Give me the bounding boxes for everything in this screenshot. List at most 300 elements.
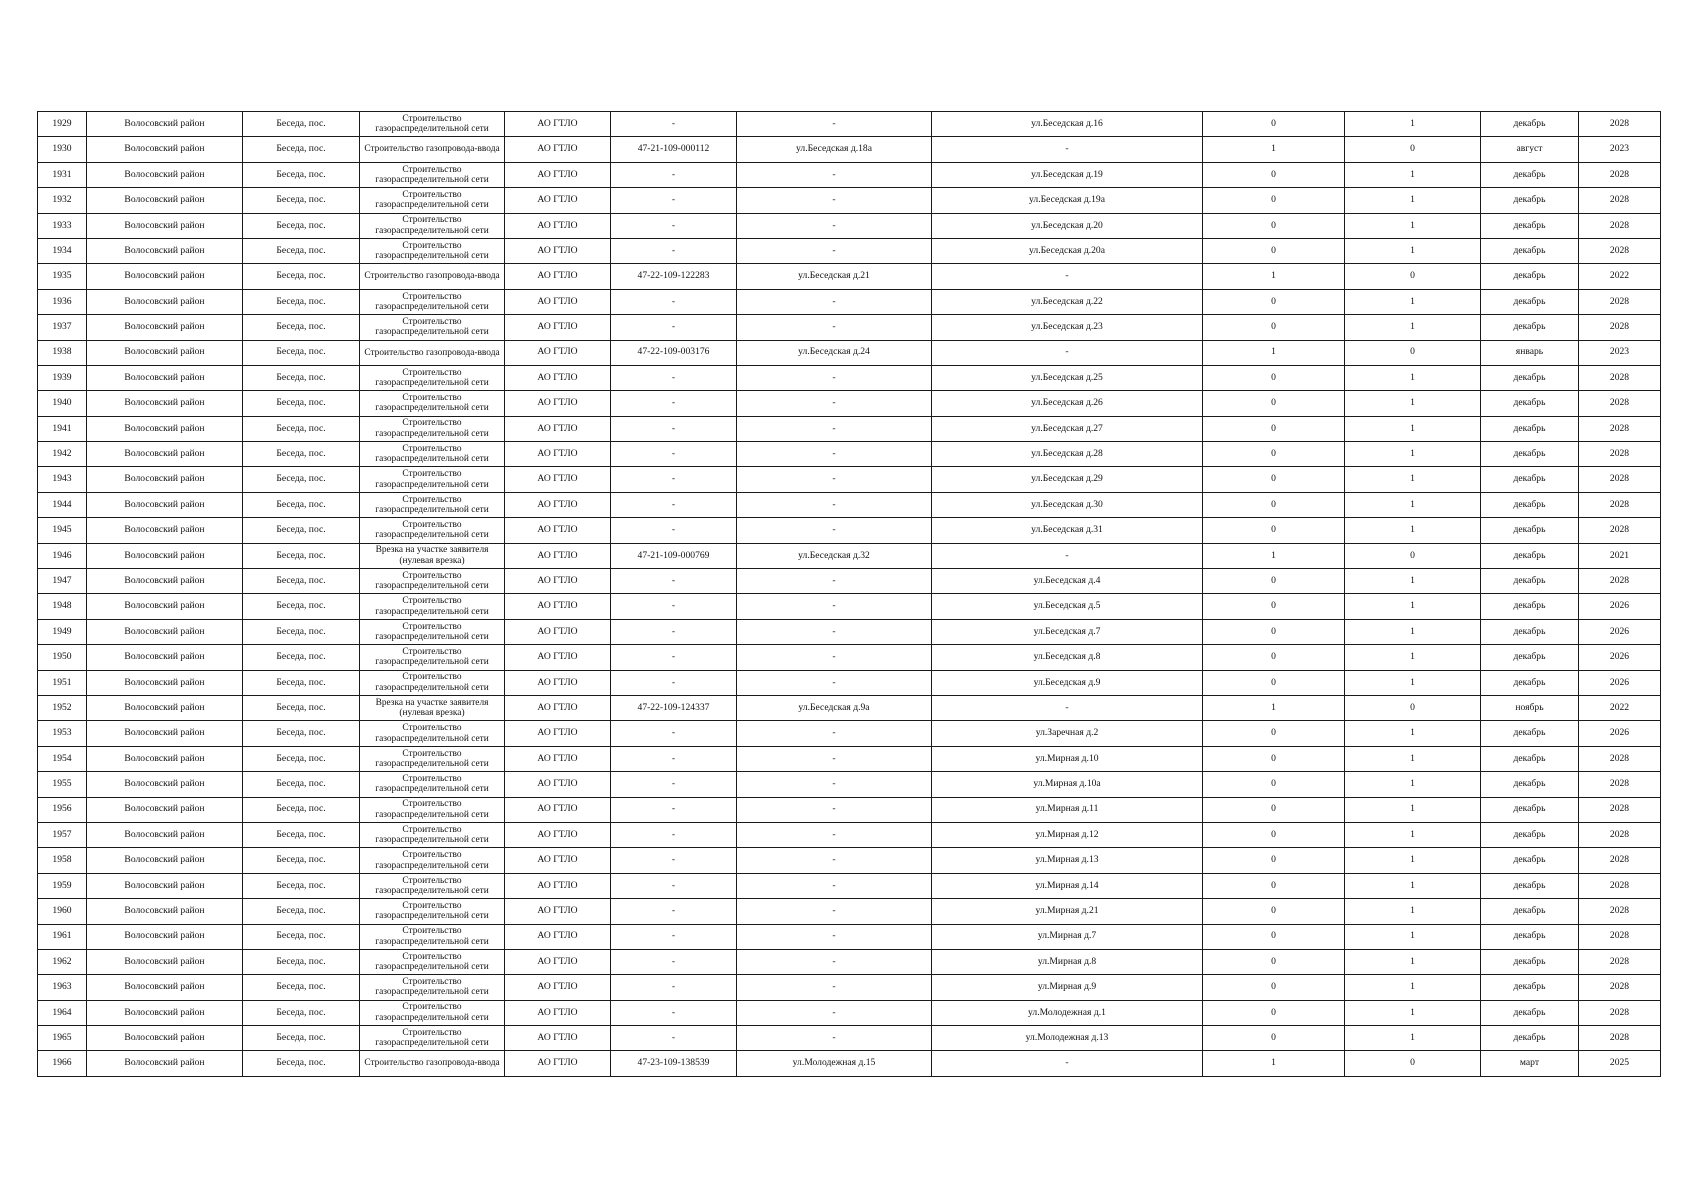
settlement-cell: Беседа, пос. [243, 822, 360, 847]
year-cell: 2028 [1579, 569, 1661, 594]
organization-cell: АО ГТЛО [505, 569, 611, 594]
network-count-cell: 1 [1345, 188, 1481, 213]
table-row [38, 1051, 1661, 1076]
network-address-cell: ул.Мирная д.10а [932, 772, 1203, 797]
organization-cell: АО ГТЛО [505, 112, 611, 137]
network-count-cell: 1 [1345, 772, 1481, 797]
settlement-cell: Беседа, пос. [243, 721, 360, 746]
permit-number-cell: - [611, 645, 737, 670]
year-cell: 2026 [1579, 619, 1661, 644]
network-address-cell: ул.Мирная д.14 [932, 873, 1203, 898]
connection-address-cell: - [737, 848, 932, 873]
table-row [38, 619, 1661, 644]
permit-number-cell: - [611, 492, 737, 517]
settlement-cell: Беседа, пос. [243, 695, 360, 720]
row-number-cell: 1957 [38, 822, 87, 847]
organization-cell: АО ГТЛО [505, 975, 611, 1000]
network-address-cell: - [932, 137, 1203, 162]
connection-address-cell: ул.Молодежная д.15 [737, 1051, 932, 1076]
settlement-cell: Беседа, пос. [243, 315, 360, 340]
network-count-cell: 1 [1345, 112, 1481, 137]
network-address-cell: ул.Молодежная д.1 [932, 1000, 1203, 1025]
input-count-cell: 0 [1203, 492, 1345, 517]
table-row [38, 467, 1661, 492]
row-number-cell: 1951 [38, 670, 87, 695]
permit-number-cell: - [611, 619, 737, 644]
year-cell: 2028 [1579, 797, 1661, 822]
permit-number-cell: - [611, 365, 737, 390]
input-count-cell: 1 [1203, 340, 1345, 365]
settlement-cell: Беседа, пос. [243, 238, 360, 263]
table-row [38, 518, 1661, 543]
year-cell: 2028 [1579, 467, 1661, 492]
work-type-cell: Строительство газораспределительной сети [360, 492, 505, 517]
input-count-cell: 0 [1203, 772, 1345, 797]
district-cell: Волосовский район [87, 822, 243, 847]
input-count-cell: 0 [1203, 873, 1345, 898]
network-count-cell: 1 [1345, 721, 1481, 746]
year-cell: 2028 [1579, 391, 1661, 416]
organization-cell: АО ГТЛО [505, 492, 611, 517]
work-type-cell: Строительство газораспределительной сети [360, 467, 505, 492]
month-cell: декабрь [1481, 518, 1579, 543]
network-address-cell: - [932, 1051, 1203, 1076]
row-number-cell: 1931 [38, 162, 87, 187]
work-type-cell: Строительство газораспределительной сети [360, 315, 505, 340]
network-count-cell: 1 [1345, 289, 1481, 314]
district-cell: Волосовский район [87, 848, 243, 873]
connection-address-cell: ул.Беседская д.24 [737, 340, 932, 365]
row-number-cell: 1953 [38, 721, 87, 746]
table-row [38, 543, 1661, 568]
organization-cell: АО ГТЛО [505, 188, 611, 213]
work-type-cell: Строительство газопровода-ввода [360, 264, 505, 289]
table-row [38, 391, 1661, 416]
permit-number-cell: 47-22-109-124337 [611, 695, 737, 720]
network-count-cell: 1 [1345, 797, 1481, 822]
input-count-cell: 1 [1203, 695, 1345, 720]
connection-address-cell: - [737, 899, 932, 924]
month-cell: декабрь [1481, 899, 1579, 924]
input-count-cell: 0 [1203, 949, 1345, 974]
network-count-cell: 0 [1345, 695, 1481, 720]
table-row [38, 695, 1661, 720]
row-number-cell: 1949 [38, 619, 87, 644]
organization-cell: АО ГТЛО [505, 162, 611, 187]
network-address-cell: ул.Беседская д.22 [932, 289, 1203, 314]
organization-cell: АО ГТЛО [505, 340, 611, 365]
month-cell: декабрь [1481, 1000, 1579, 1025]
settlement-cell: Беседа, пос. [243, 467, 360, 492]
input-count-cell: 0 [1203, 315, 1345, 340]
work-type-cell: Строительство газораспределительной сети [360, 645, 505, 670]
row-number-cell: 1945 [38, 518, 87, 543]
table-row [38, 899, 1661, 924]
organization-cell: АО ГТЛО [505, 238, 611, 263]
row-number-cell: 1940 [38, 391, 87, 416]
permit-number-cell: - [611, 899, 737, 924]
work-type-cell: Строительство газораспределительной сети [360, 848, 505, 873]
year-cell: 2028 [1579, 822, 1661, 847]
year-cell: 2028 [1579, 949, 1661, 974]
network-address-cell: ул.Беседская д.27 [932, 416, 1203, 441]
connection-address-cell: - [737, 924, 932, 949]
month-cell: декабрь [1481, 467, 1579, 492]
network-count-cell: 1 [1345, 315, 1481, 340]
month-cell: декабрь [1481, 365, 1579, 390]
connection-address-cell: - [737, 315, 932, 340]
table-row [38, 289, 1661, 314]
year-cell: 2023 [1579, 340, 1661, 365]
district-cell: Волосовский район [87, 467, 243, 492]
settlement-cell: Беседа, пос. [243, 112, 360, 137]
month-cell: август [1481, 137, 1579, 162]
month-cell: декабрь [1481, 391, 1579, 416]
month-cell: декабрь [1481, 619, 1579, 644]
month-cell: декабрь [1481, 416, 1579, 441]
row-number-cell: 1946 [38, 543, 87, 568]
network-address-cell: ул.Мирная д.8 [932, 949, 1203, 974]
row-number-cell: 1939 [38, 365, 87, 390]
organization-cell: АО ГТЛО [505, 797, 611, 822]
table-row [38, 645, 1661, 670]
permit-number-cell: - [611, 746, 737, 771]
connection-address-cell: - [737, 746, 932, 771]
row-number-cell: 1948 [38, 594, 87, 619]
year-cell: 2028 [1579, 238, 1661, 263]
year-cell: 2028 [1579, 162, 1661, 187]
connection-address-cell: ул.Беседская д.18а [737, 137, 932, 162]
connection-address-cell: - [737, 467, 932, 492]
connection-address-cell: - [737, 518, 932, 543]
connection-address-cell: - [737, 416, 932, 441]
work-type-cell: Строительство газораспределительной сети [360, 112, 505, 137]
network-count-cell: 1 [1345, 365, 1481, 390]
input-count-cell: 0 [1203, 924, 1345, 949]
district-cell: Волосовский район [87, 746, 243, 771]
district-cell: Волосовский район [87, 112, 243, 137]
row-number-cell: 1944 [38, 492, 87, 517]
table-row [38, 264, 1661, 289]
organization-cell: АО ГТЛО [505, 442, 611, 467]
work-type-cell: Строительство газораспределительной сети [360, 416, 505, 441]
permit-number-cell: - [611, 213, 737, 238]
table-row [38, 670, 1661, 695]
table-row [38, 213, 1661, 238]
connection-address-cell: - [737, 365, 932, 390]
network-count-cell: 1 [1345, 594, 1481, 619]
year-cell: 2028 [1579, 213, 1661, 238]
year-cell: 2028 [1579, 848, 1661, 873]
year-cell: 2028 [1579, 315, 1661, 340]
connection-address-cell: - [737, 442, 932, 467]
network-address-cell: ул.Беседская д.30 [932, 492, 1203, 517]
settlement-cell: Беседа, пос. [243, 162, 360, 187]
network-address-cell: - [932, 695, 1203, 720]
network-address-cell: ул.Мирная д.21 [932, 899, 1203, 924]
district-cell: Волосовский район [87, 924, 243, 949]
row-number-cell: 1954 [38, 746, 87, 771]
district-cell: Волосовский район [87, 365, 243, 390]
settlement-cell: Беседа, пос. [243, 975, 360, 1000]
settlement-cell: Беседа, пос. [243, 289, 360, 314]
permit-number-cell: - [611, 289, 737, 314]
permit-number-cell: - [611, 949, 737, 974]
input-count-cell: 1 [1203, 543, 1345, 568]
year-cell: 2026 [1579, 645, 1661, 670]
work-type-cell: Строительство газораспределительной сети [360, 1026, 505, 1051]
permit-number-cell: - [611, 1026, 737, 1051]
network-count-cell: 1 [1345, 1026, 1481, 1051]
permit-number-cell: - [611, 315, 737, 340]
row-number-cell: 1963 [38, 975, 87, 1000]
network-address-cell: ул.Беседская д.31 [932, 518, 1203, 543]
month-cell: декабрь [1481, 112, 1579, 137]
organization-cell: АО ГТЛО [505, 416, 611, 441]
month-cell: декабрь [1481, 975, 1579, 1000]
month-cell: декабрь [1481, 670, 1579, 695]
permit-number-cell: - [611, 848, 737, 873]
input-count-cell: 0 [1203, 1026, 1345, 1051]
network-address-cell: ул.Беседская д.19а [932, 188, 1203, 213]
network-address-cell: ул.Беседская д.20а [932, 238, 1203, 263]
month-cell: декабрь [1481, 594, 1579, 619]
settlement-cell: Беседа, пос. [243, 645, 360, 670]
network-count-cell: 1 [1345, 619, 1481, 644]
network-count-cell: 1 [1345, 442, 1481, 467]
row-number-cell: 1955 [38, 772, 87, 797]
month-cell: декабрь [1481, 289, 1579, 314]
connection-address-cell: - [737, 670, 932, 695]
table-row [38, 238, 1661, 263]
work-type-cell: Строительство газопровода-ввода [360, 1051, 505, 1076]
organization-cell: АО ГТЛО [505, 873, 611, 898]
connection-address-cell: - [737, 619, 932, 644]
permit-number-cell: - [611, 112, 737, 137]
network-address-cell: ул.Беседская д.7 [932, 619, 1203, 644]
settlement-cell: Беседа, пос. [243, 543, 360, 568]
table-row [38, 569, 1661, 594]
connection-address-cell: ул.Беседская д.9а [737, 695, 932, 720]
table-row [38, 340, 1661, 365]
permit-number-cell: 47-23-109-138539 [611, 1051, 737, 1076]
work-type-cell: Строительство газораспределительной сети [360, 188, 505, 213]
network-address-cell: ул.Мирная д.12 [932, 822, 1203, 847]
month-cell: декабрь [1481, 188, 1579, 213]
input-count-cell: 1 [1203, 264, 1345, 289]
organization-cell: АО ГТЛО [505, 695, 611, 720]
input-count-cell: 1 [1203, 137, 1345, 162]
connection-address-cell: - [737, 1000, 932, 1025]
network-address-cell: ул.Мирная д.7 [932, 924, 1203, 949]
month-cell: ноябрь [1481, 695, 1579, 720]
district-cell: Волосовский район [87, 645, 243, 670]
district-cell: Волосовский район [87, 949, 243, 974]
settlement-cell: Беседа, пос. [243, 264, 360, 289]
settlement-cell: Беседа, пос. [243, 772, 360, 797]
row-number-cell: 1934 [38, 238, 87, 263]
table-row [38, 721, 1661, 746]
district-cell: Волосовский район [87, 416, 243, 441]
input-count-cell: 0 [1203, 112, 1345, 137]
year-cell: 2025 [1579, 1051, 1661, 1076]
work-type-cell: Строительство газораспределительной сети [360, 975, 505, 1000]
permit-number-cell: 47-21-109-000769 [611, 543, 737, 568]
organization-cell: АО ГТЛО [505, 137, 611, 162]
network-address-cell: ул.Мирная д.13 [932, 848, 1203, 873]
district-cell: Волосовский район [87, 975, 243, 1000]
settlement-cell: Беседа, пос. [243, 365, 360, 390]
row-number-cell: 1966 [38, 1051, 87, 1076]
work-type-cell: Строительство газораспределительной сети [360, 442, 505, 467]
work-type-cell: Строительство газораспределительной сети [360, 213, 505, 238]
year-cell: 2028 [1579, 365, 1661, 390]
district-cell: Волосовский район [87, 1051, 243, 1076]
month-cell: декабрь [1481, 721, 1579, 746]
input-count-cell: 0 [1203, 1000, 1345, 1025]
input-count-cell: 0 [1203, 391, 1345, 416]
year-cell: 2028 [1579, 442, 1661, 467]
district-cell: Волосовский район [87, 695, 243, 720]
row-number-cell: 1952 [38, 695, 87, 720]
month-cell: декабрь [1481, 543, 1579, 568]
connection-address-cell: - [737, 772, 932, 797]
network-address-cell: ул.Мирная д.10 [932, 746, 1203, 771]
work-type-cell: Строительство газораспределительной сети [360, 569, 505, 594]
work-type-cell: Строительство газораспределительной сети [360, 797, 505, 822]
permit-number-cell: - [611, 670, 737, 695]
permit-number-cell: - [611, 238, 737, 263]
month-cell: декабрь [1481, 949, 1579, 974]
work-type-cell: Строительство газораспределительной сети [360, 162, 505, 187]
settlement-cell: Беседа, пос. [243, 391, 360, 416]
organization-cell: АО ГТЛО [505, 645, 611, 670]
month-cell: март [1481, 1051, 1579, 1076]
connection-address-cell: - [737, 822, 932, 847]
year-cell: 2028 [1579, 1000, 1661, 1025]
connection-address-cell: - [737, 213, 932, 238]
connection-address-cell: - [737, 975, 932, 1000]
input-count-cell: 0 [1203, 746, 1345, 771]
organization-cell: АО ГТЛО [505, 365, 611, 390]
organization-cell: АО ГТЛО [505, 746, 611, 771]
network-address-cell: - [932, 543, 1203, 568]
district-cell: Волосовский район [87, 289, 243, 314]
district-cell: Волосовский район [87, 1026, 243, 1051]
district-cell: Волосовский район [87, 721, 243, 746]
input-count-cell: 0 [1203, 721, 1345, 746]
settlement-cell: Беседа, пос. [243, 594, 360, 619]
network-address-cell: ул.Беседская д.5 [932, 594, 1203, 619]
work-type-cell: Строительство газораспределительной сети [360, 670, 505, 695]
network-count-cell: 0 [1345, 543, 1481, 568]
network-count-cell: 1 [1345, 949, 1481, 974]
work-type-cell: Строительство газораспределительной сети [360, 721, 505, 746]
settlement-cell: Беседа, пос. [243, 949, 360, 974]
district-cell: Волосовский район [87, 797, 243, 822]
input-count-cell: 0 [1203, 848, 1345, 873]
table-row [38, 112, 1661, 137]
permit-number-cell: 47-21-109-000112 [611, 137, 737, 162]
network-address-cell: ул.Мирная д.9 [932, 975, 1203, 1000]
district-cell: Волосовский район [87, 772, 243, 797]
network-count-cell: 1 [1345, 924, 1481, 949]
connection-address-cell: - [737, 112, 932, 137]
table-row [38, 822, 1661, 847]
organization-cell: АО ГТЛО [505, 467, 611, 492]
year-cell: 2028 [1579, 112, 1661, 137]
network-count-cell: 1 [1345, 162, 1481, 187]
settlement-cell: Беседа, пос. [243, 873, 360, 898]
input-count-cell: 0 [1203, 188, 1345, 213]
work-type-cell: Строительство газораспределительной сети [360, 899, 505, 924]
network-address-cell: ул.Беседская д.16 [932, 112, 1203, 137]
district-cell: Волосовский район [87, 492, 243, 517]
permit-number-cell: - [611, 188, 737, 213]
table-row [38, 924, 1661, 949]
table-row [38, 975, 1661, 1000]
network-address-cell: ул.Беседская д.23 [932, 315, 1203, 340]
permit-number-cell: 47-22-109-003176 [611, 340, 737, 365]
network-address-cell: - [932, 264, 1203, 289]
table-row [38, 1000, 1661, 1025]
organization-cell: АО ГТЛО [505, 772, 611, 797]
settlement-cell: Беседа, пос. [243, 924, 360, 949]
permit-number-cell: - [611, 772, 737, 797]
district-cell: Волосовский район [87, 264, 243, 289]
district-cell: Волосовский район [87, 391, 243, 416]
network-count-cell: 1 [1345, 746, 1481, 771]
table-row [38, 949, 1661, 974]
connection-address-cell: - [737, 797, 932, 822]
network-count-cell: 1 [1345, 492, 1481, 517]
row-number-cell: 1936 [38, 289, 87, 314]
network-count-cell: 1 [1345, 670, 1481, 695]
work-type-cell: Строительство газораспределительной сети [360, 365, 505, 390]
settlement-cell: Беседа, пос. [243, 137, 360, 162]
work-type-cell: Строительство газораспределительной сети [360, 1000, 505, 1025]
year-cell: 2028 [1579, 1026, 1661, 1051]
permit-number-cell: - [611, 594, 737, 619]
district-cell: Волосовский район [87, 162, 243, 187]
organization-cell: АО ГТЛО [505, 1000, 611, 1025]
table-row [38, 1026, 1661, 1051]
settlement-cell: Беседа, пос. [243, 899, 360, 924]
network-address-cell: - [932, 340, 1203, 365]
row-number-cell: 1950 [38, 645, 87, 670]
work-type-cell: Строительство газопровода-ввода [360, 137, 505, 162]
table-row [38, 416, 1661, 441]
work-type-cell: Строительство газораспределительной сети [360, 289, 505, 314]
connection-address-cell: - [737, 569, 932, 594]
permit-number-cell: - [611, 975, 737, 1000]
district-cell: Волосовский район [87, 1000, 243, 1025]
network-count-cell: 1 [1345, 213, 1481, 238]
work-type-cell: Строительство газораспределительной сети [360, 772, 505, 797]
settlement-cell: Беседа, пос. [243, 619, 360, 644]
settlement-cell: Беседа, пос. [243, 1051, 360, 1076]
network-count-cell: 1 [1345, 899, 1481, 924]
permit-number-cell: - [611, 569, 737, 594]
organization-cell: АО ГТЛО [505, 848, 611, 873]
input-count-cell: 0 [1203, 518, 1345, 543]
network-address-cell: ул.Молодежная д.13 [932, 1026, 1203, 1051]
table-row [38, 137, 1661, 162]
work-type-cell: Строительство газораспределительной сети [360, 619, 505, 644]
row-number-cell: 1962 [38, 949, 87, 974]
input-count-cell: 0 [1203, 162, 1345, 187]
permit-number-cell: - [611, 924, 737, 949]
